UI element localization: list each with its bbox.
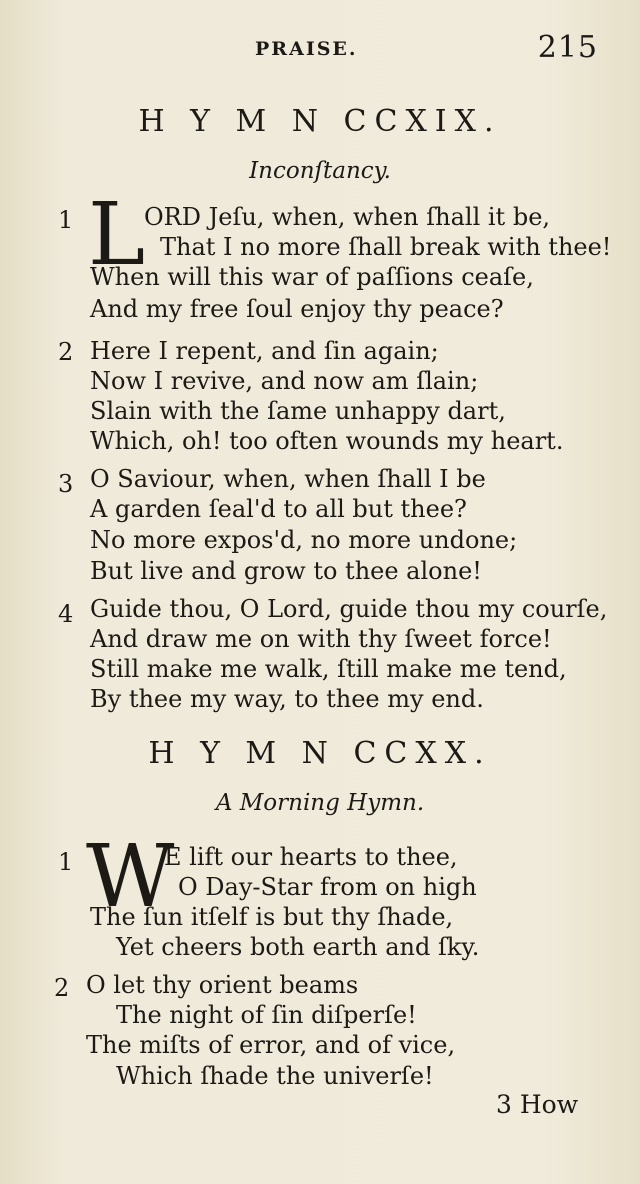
stanza-number: 3 <box>58 470 74 498</box>
hymn-subtitle: Inconſtancy. <box>249 158 391 184</box>
stanza-number: 2 <box>54 974 70 1002</box>
verse-line: Now I revive, and now am ſlain; <box>90 367 479 395</box>
verse-line: The night of ſin diſperſe! <box>116 1001 417 1029</box>
verse-line: Which ſhade the univerſe! <box>116 1062 434 1090</box>
drop-cap: W <box>86 827 175 927</box>
verse-line: No more expos'd, no more undone; <box>90 526 518 554</box>
stanza-number: 2 <box>58 338 74 366</box>
verse-line: A garden ſeal'd to all but thee? <box>90 495 467 523</box>
verse-line: When will this war of paſſions ceaſe, <box>90 263 534 291</box>
verse-line: But live and grow to thee alone! <box>90 557 482 585</box>
verse-line: E lift our hearts to thee, <box>164 843 458 871</box>
hymn-title: H Y M N CCXIX. <box>138 104 502 139</box>
verse-line: By thee my way, to thee my end. <box>90 685 484 713</box>
verse-line: Still make me walk, ſtill make me tend, <box>90 655 567 683</box>
stanza-number: 4 <box>58 600 74 628</box>
page-number: 215 <box>537 30 598 65</box>
verse-line: Yet cheers both earth and ſky. <box>116 933 480 961</box>
stanza-number: 1 <box>58 206 74 234</box>
verse-line: Slain with the ſame unhappy dart, <box>90 397 506 425</box>
verse-line: Which, oh! too often wounds my heart. <box>90 427 564 455</box>
verse-line: O Day-Star from on high <box>178 873 477 901</box>
verse-line: ORD Jeſu, when, when ſhall it be, <box>144 203 551 231</box>
verse-line: Guide thou, O Lord, guide thou my courſe, <box>90 595 608 623</box>
drop-cap: L <box>88 185 146 285</box>
verse-line: And draw me on with thy ſweet force! <box>90 625 552 653</box>
verse-line: O Saviour, when, when ſhall I be <box>90 465 486 493</box>
verse-line: And my free ſoul enjoy thy peace? <box>90 295 504 323</box>
verse-line: O let thy orient beams <box>86 971 359 999</box>
stanza-number: 1 <box>58 848 74 876</box>
verse-line: The ſun itſelf is but thy ſhade, <box>90 903 454 931</box>
catchword: 3 How <box>496 1090 579 1119</box>
hymn-subtitle: A Morning Hymn. <box>215 790 425 816</box>
verse-line: Here I repent, and ſin again; <box>90 337 439 365</box>
running-head: PRAISE. <box>255 38 358 60</box>
verse-line: The miſts of error, and of vice, <box>86 1031 456 1059</box>
verse-line: That I no more ſhall break with thee! <box>160 233 612 261</box>
hymn-title: H Y M N CCXX. <box>148 736 492 771</box>
